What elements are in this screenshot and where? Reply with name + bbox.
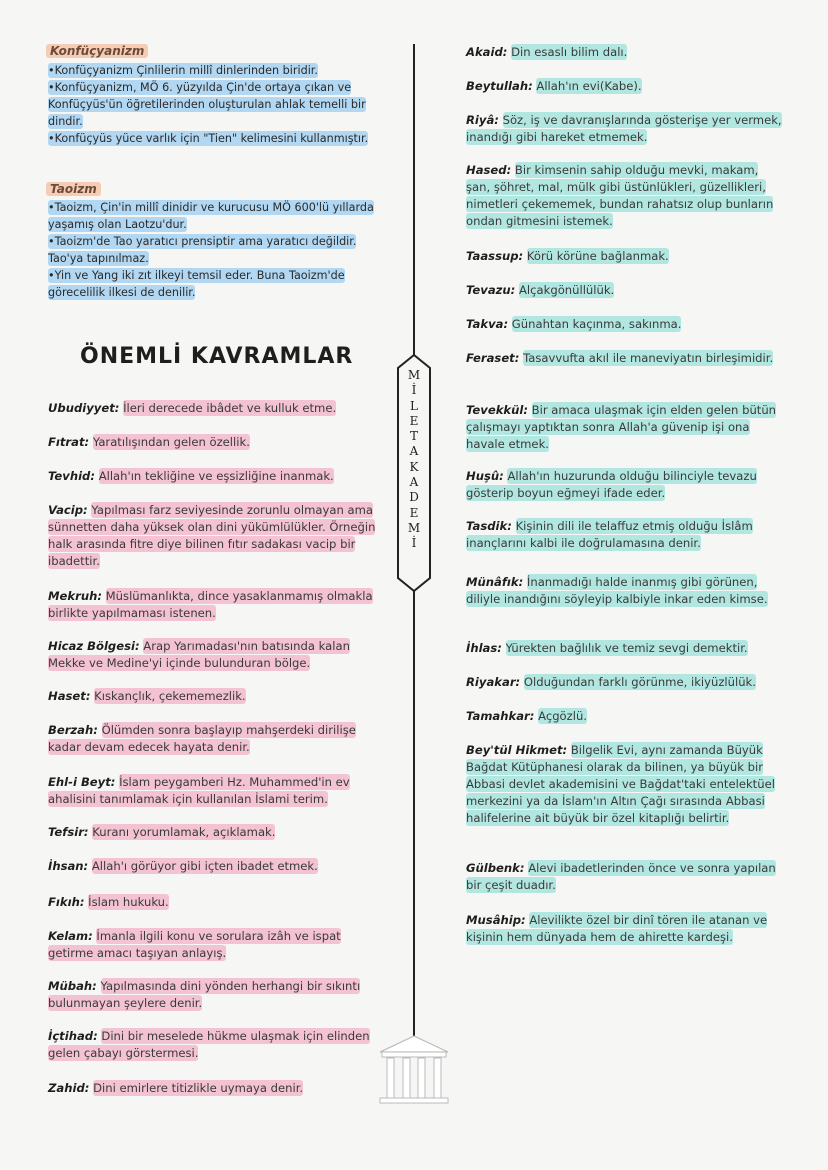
- right-term-entry: [466, 162, 784, 230]
- right-term-entry: [466, 468, 784, 502]
- term-definition: Günahtan kaçınma, sakınma.: [511, 317, 682, 331]
- term-label: Tevekkül:: [466, 403, 528, 417]
- term-definition: Allah'ın evi(Kabe).: [536, 79, 642, 93]
- term-label: Bey'tül Hikmet:: [466, 743, 568, 757]
- term-definition: Körü körüne bağlanmak.: [526, 249, 669, 263]
- term-definition: Ölümden sonra başlayıp mahşerdeki dirilişe kadar devam edecek hayata denir.: [48, 723, 356, 754]
- term-definition: Alevilikte özel bir dinî tören ile atanan ve kişinin hem dünyada hem de ahirette kardeşi.: [466, 913, 768, 944]
- brand-letter: İ: [411, 536, 417, 551]
- term-label: Ubudiyyet:: [48, 401, 120, 415]
- brand-letter: E: [409, 505, 419, 520]
- term-definition: Allah'ın huzurunda olduğu bilinciyle tevazu gösterip boyun eğmeyi ifade eder.: [466, 469, 757, 500]
- term-label: Tevhid:: [48, 469, 95, 483]
- left-term-entry: [48, 978, 376, 1012]
- left-term-entry: [48, 928, 376, 962]
- term-label: Zahid:: [48, 1081, 90, 1095]
- term-label: Hicaz Bölgesi:: [48, 639, 140, 653]
- right-term-entry: [466, 350, 784, 367]
- left-term-entry: [48, 468, 376, 485]
- right-term-entry: [466, 112, 784, 146]
- term-label: Tefsir:: [48, 825, 89, 839]
- term-definition: Din esaslı bilim dalı.: [511, 45, 628, 59]
- term-label: Feraset:: [466, 351, 520, 365]
- term-label: Taassup:: [466, 249, 524, 263]
- taoizm-line-2: •Taoizm'de Tao yaratıcı prensiptir ama yaratıcı değildir. Tao'ya tapınılmaz.: [48, 235, 357, 265]
- term-definition: Yürekten bağlılık ve temiz sevgi demektir.: [505, 641, 748, 655]
- brand-letter: M: [407, 520, 421, 535]
- left-term-entry: [48, 894, 376, 911]
- term-label: Musâhip:: [466, 913, 526, 927]
- term-definition: Alçakgönüllülük.: [518, 283, 615, 297]
- term-label: İçtihad:: [48, 1029, 98, 1043]
- right-term-entry: [466, 640, 784, 657]
- term-definition: İmanla ilgili konu ve sorulara izâh ve ispat getirme amacı taşıyan anlayış.: [48, 929, 341, 960]
- left-term-entry: [48, 502, 376, 570]
- term-definition: Allah'ın tekliğine ve eşsizliğine inanmak.: [98, 469, 334, 483]
- term-label: Akaid:: [466, 45, 508, 59]
- left-term-entry: [48, 722, 376, 756]
- brand-vertical-text: [397, 368, 431, 552]
- taoizm-line-3: •Yin ve Yang iki zıt ilkeyi temsil eder. Buna Taoizm'de görecelilik ilkesi de denilir.: [48, 269, 345, 299]
- term-definition: Söz, iş ve davranışlarında gösterişe yer vermek, inandığı gibi hareket etmemek.: [466, 113, 782, 144]
- term-label: Mübah:: [48, 979, 97, 993]
- term-definition: Kuranı yorumlamak, açıklamak.: [92, 825, 276, 839]
- term-definition: Müslümanlıkta, dince yasaklanmamış olmakla birlikte yapılmaması istenen.: [48, 589, 373, 620]
- term-label: Gülbenk:: [466, 861, 525, 875]
- right-term-entry: [466, 708, 784, 725]
- left-term-entry: [48, 858, 376, 875]
- term-label: Fıtrat:: [48, 435, 90, 449]
- term-definition: Allah'ı görüyor gibi içten ibadet etmek.: [91, 859, 318, 873]
- term-label: İhsan:: [48, 859, 89, 873]
- term-label: Riyâ:: [466, 113, 499, 127]
- term-definition: İslam hukuku.: [88, 895, 169, 909]
- term-label: Tevazu:: [466, 283, 516, 297]
- term-definition: Bir kimsenin sahip olduğu mevki, makam, şan, şöhret, mal, mülk gibi üstünlükleri, güzellikleri, nimetleri çekememek, bundan rahatsız olup bunların ondan gitmesini istemek.: [466, 163, 774, 228]
- right-term-entry: [466, 282, 784, 299]
- left-term-entry: [48, 774, 376, 808]
- brand-letter: T: [409, 429, 418, 444]
- term-label: Tamahkar:: [466, 709, 535, 723]
- term-definition: Kıskançlık, çekememezlik.: [94, 689, 246, 703]
- term-definition: İnanmadığı halde inanmış gibi görünen, diliyle inandığını söyleyip kalbiyle inkar eden kimse.: [466, 575, 768, 606]
- page-heading: ÖNEMLİ KAVRAMLAR: [80, 344, 354, 369]
- term-definition: Tasavvufta akıl ile maneviyatın birleşimidir.: [523, 351, 774, 365]
- term-label: Mekruh:: [48, 589, 102, 603]
- left-term-entry: [48, 1080, 376, 1097]
- right-term-entry: [466, 742, 784, 827]
- konfucyanizm-line-3: •Konfüçyüs yüce varlık için "Tien" kelimesini kullanmıştır.: [48, 132, 369, 145]
- term-definition: İleri derecede ibâdet ve kulluk etme.: [123, 401, 337, 415]
- temple-icon: [374, 1030, 454, 1110]
- term-label: Münâfık:: [466, 575, 524, 589]
- term-label: Berzah:: [48, 723, 98, 737]
- right-term-entry: [466, 860, 784, 894]
- term-label: Ehl-i Beyt:: [48, 775, 116, 789]
- term-definition: Arap Yarımadası'nın batısında kalan Mekke ve Medine'yi içinde bulunduran bölge.: [48, 639, 350, 670]
- brand-letter: M: [407, 368, 421, 382]
- brand-letter: D: [409, 490, 419, 505]
- term-label: Fıkıh:: [48, 895, 85, 909]
- term-label: Takva:: [466, 317, 509, 331]
- term-label: Haset:: [48, 689, 91, 703]
- term-definition: Bilgelik Evi, aynı zamanda Büyük Bağdat Kütüphanesi olarak da bilinen, ya büyük bir Abbasi devlet akademisini ve Bağdat'taki entelektüel merkezini ya da İslam'ın Altın Çağı sırasında Abbasi halifelerine ait büyük bir özel kitaplığı belirtir.: [466, 743, 775, 825]
- term-definition: Olduğundan farklı görünme, ikiyüzlülük.: [523, 675, 756, 689]
- term-definition: Yaratılışından gelen özellik.: [92, 435, 250, 449]
- brand-letter: E: [409, 413, 419, 428]
- left-term-entry: [48, 434, 376, 451]
- left-term-entry: [48, 824, 376, 841]
- left-term-entry: [48, 638, 376, 672]
- term-label: Hased:: [466, 163, 512, 177]
- brand-letter: K: [409, 459, 419, 474]
- brand-letter: İ: [411, 383, 417, 398]
- right-term-entry: [466, 402, 784, 453]
- term-label: Riyakar:: [466, 675, 521, 689]
- right-term-entry: [466, 912, 784, 946]
- term-definition: Dini emirlere titizlikle uymaya denir.: [93, 1081, 304, 1095]
- term-definition: Yapılması farz seviyesinde zorunlu olmayan ama sünnetten daha yüksek olan dini yükümlülükler. Örneğin halk arasında fitre diye bilinen fıtır sadakası vacip bir ibadettir.: [48, 503, 376, 568]
- term-label: Kelam:: [48, 929, 93, 943]
- left-term-entry: [48, 688, 376, 705]
- konfucyanizm-line-1: •Konfüçyanizm Çinlilerin millî dinlerinden biridir.: [48, 64, 318, 77]
- left-term-entry: [48, 588, 376, 622]
- term-label: Vacip:: [48, 503, 88, 517]
- term-definition: Açgözlü.: [538, 709, 587, 723]
- right-term-entry: [466, 316, 784, 333]
- right-term-entry: [466, 674, 784, 691]
- taoizm-bullets: [48, 199, 378, 301]
- right-term-entry: [466, 574, 784, 608]
- term-definition: Kişinin dili ile telaffuz etmiş olduğu İslâm inançlarını kalbi ile doğrulamasına denir.: [466, 519, 753, 550]
- brand-letter: A: [409, 444, 419, 459]
- brand-letter: L: [410, 398, 418, 413]
- left-term-entry: [48, 1028, 376, 1062]
- term-label: Beytullah:: [466, 79, 533, 93]
- taoizm-title: Taoizm: [46, 182, 101, 196]
- konfucyanizm-title: Konfüçyanizm: [46, 44, 148, 58]
- term-definition: İslam peygamberi Hz. Muhammed'in ev ahalisini tanımlamak için kullanılan İslami terim.: [48, 775, 350, 806]
- taoizm-line-1: •Taoizm, Çin'in millî dinidir ve kurucusu MÖ 600'lü yıllarda yaşamış olan Laotzu'dur.: [48, 201, 374, 231]
- term-label: Huşû:: [466, 469, 504, 483]
- term-definition: Alevi ibadetlerinden önce ve sonra yapılan bir çeşit duadır.: [466, 861, 776, 892]
- konfucyanizm-bullets: [48, 62, 378, 147]
- right-term-entry: [466, 518, 784, 552]
- right-term-entry: [466, 78, 784, 95]
- left-term-entry: [48, 400, 376, 417]
- term-definition: Yapılmasında dini yönden herhangi bir sıkıntı bulunmayan şeylere denir.: [48, 979, 361, 1010]
- right-term-entry: [466, 44, 784, 61]
- right-term-entry: [466, 248, 784, 265]
- term-label: Tasdik:: [466, 519, 512, 533]
- brand-letter: A: [409, 475, 419, 490]
- term-label: İhlas:: [466, 641, 502, 655]
- term-definition: Bir amaca ulaşmak için elden gelen bütün çalışmayı yaptıktan sonra Allah'a güvenip işi ona havale etmek.: [466, 403, 777, 451]
- konfucyanizm-line-2: •Konfüçyanizm, MÖ 6. yüzyılda Çin'de ortaya çıkan ve Konfüçyüs'ün öğretilerinden oluşturulan ahlak temelli bir dindir.: [48, 81, 366, 128]
- term-definition: Dini bir meselede hükme ulaşmak için elinden gelen çabayı görstermesi.: [48, 1029, 370, 1060]
